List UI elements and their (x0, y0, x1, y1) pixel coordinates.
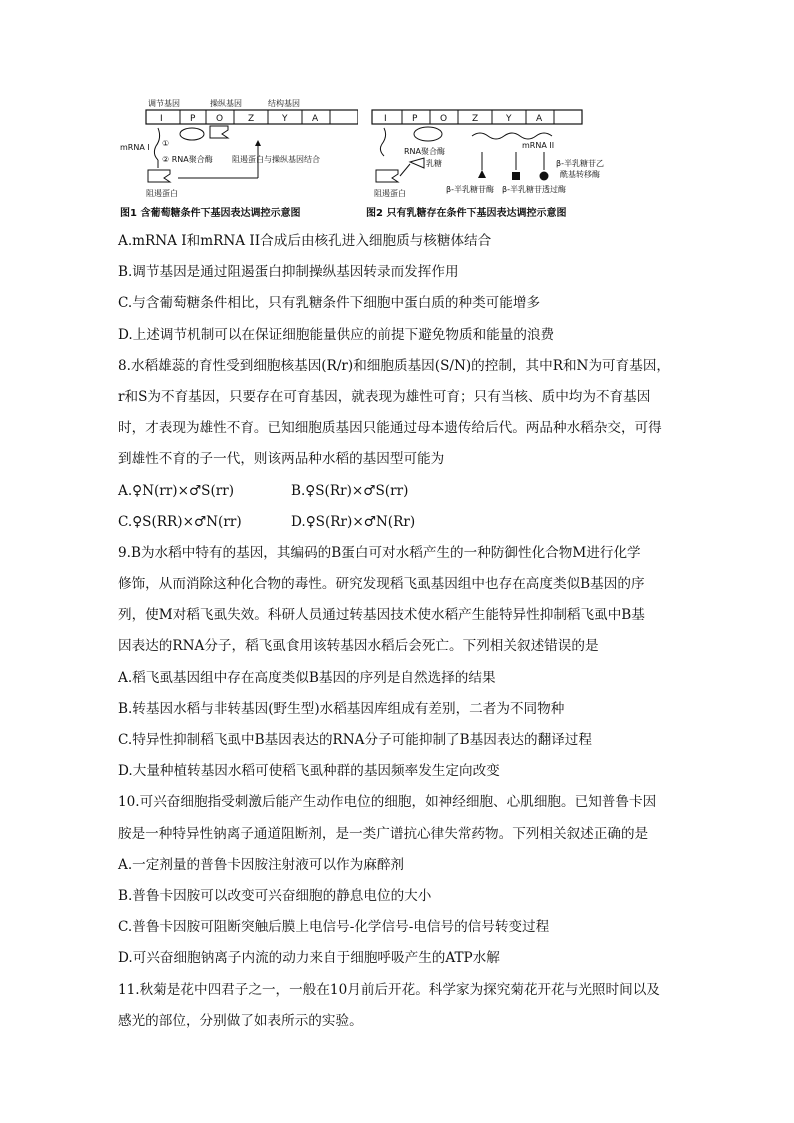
repressor-label-2: 阻遏蛋白 (374, 189, 406, 198)
q8-options-row-1 (118, 476, 680, 507)
repressor-shape-2 (376, 170, 398, 182)
step-1-label: ① (162, 139, 170, 148)
label-structural-gene: 结构基因 (268, 99, 300, 108)
gene-seg-p: P (190, 114, 196, 124)
lactose-label: 乳糖 (426, 159, 442, 168)
q9-option-a: A.稻飞虱基因组中存在高度类似B基因的序列是自然选择的结果 (118, 669, 496, 686)
q9-option-d: D.大量种植转基因水稻可使稻飞虱种群的基因频率发生定向改变 (118, 763, 500, 780)
q11-stem-line: 11.秋菊是花中四君子之一，一般在10月前后开花。科学家为探究菊花开花与光照时间以及 (118, 981, 660, 998)
rna-polymerase-shape (180, 128, 204, 140)
enzyme3-label-line2: 酰基转移酶 (560, 170, 600, 179)
lactose-shape (410, 158, 424, 168)
q10-option-d: D.可兴奋细胞钠离子内流的动力来自于细胞呼吸产生的ATP水解 (118, 950, 500, 967)
q9-option-b: B.转基因水稻与非转基因(野生型)水稻基因库组成有差别，二者为不同物种 (118, 700, 565, 717)
mrna-i-strand (154, 128, 159, 160)
q8-stem-line: 时，才表现为雄性不育。已知细胞质基因只能通过母本遗传给后代。两品种水稻杂交，可得 (118, 420, 662, 437)
q10-option-a: A.一定剂量的普鲁卡因胺注射液可以作为麻醉剂 (118, 856, 405, 873)
question-content (118, 226, 680, 1037)
mrna-ii-strand (472, 133, 552, 139)
gene2-seg-o: O (440, 114, 448, 124)
enzyme3-label-line1: β-半乳糖苷乙 (556, 159, 604, 168)
gene-seg-z: Z (248, 114, 255, 124)
enzyme2-square (512, 172, 520, 180)
step-2-label: ② RNA聚合酶 (162, 155, 213, 164)
figure-2-caption: 图2 只有乳糖存在条件下基因表达调控示意图 (366, 208, 567, 219)
q8-stem-line: 8.水稻雄蕊的育性受到细胞核基因(R/r)和细胞质基因(S/N)的控制，其中R和N为可育基因， (118, 357, 671, 374)
q7-option-b: B.调节基因是通过阻遏蛋白抑制操纵基因转录而发挥作用 (118, 264, 459, 281)
gene2-seg-a: A (536, 114, 543, 124)
mrna-ii-label: mRNA II (522, 141, 555, 150)
label-operator-gene: 操纵基因 (210, 99, 242, 108)
rna-polymerase-shape-2 (414, 127, 442, 141)
gene2-seg-y: Y (506, 114, 512, 124)
q8-option-a: A.♀N(rr)×♂S(rr) (118, 482, 235, 499)
mrna-i-strand-2 (380, 128, 385, 156)
enzyme2-label: β-半乳糖苷透过酶 (502, 185, 566, 194)
q8-stem-line: 到雄性不育的子一代，则该两品种水稻的基因型可能为 (118, 451, 445, 468)
figure-1-diagram (118, 96, 358, 202)
repressor-protein-shape (148, 170, 170, 182)
q9-stem-line: 9.B为水稻中特有的基因，其编码的B蛋白可对水稻产生的一种防御性化合物M进行化学 (118, 544, 641, 561)
q8-option-c: C.♀S(RR)×♂N(rr) (118, 513, 242, 530)
gene2-seg-p: P (412, 114, 418, 124)
q10-stem-line: 胺是一种特异性钠离子通道阻断剂，是一类广谱抗心律失常药物。下列相关叙述正确的是 (118, 825, 649, 842)
q7-option-a: A.mRNA I和mRNA II合成后由核孔进入细胞质与核糖体结合 (118, 233, 492, 249)
q10-stem-line: 10.可兴奋细胞指受刺激后能产生动作电位的细胞，如神经细胞、心肌细胞。已知普鲁卡因 (118, 794, 657, 811)
q8-stem-line: r和S为不育基因，只要存在可育基因，就表现为雄性可育；只有当核、质中均为不育基因 (118, 388, 651, 405)
q7-option-d: D.上述调节机制可以在保证细胞能量供应的前提下避免物质和能量的浪费 (118, 326, 555, 343)
mrna-i-label: mRNA I (120, 143, 150, 152)
q9-option-c: C.特异性抑制稻飞虱中B基因表达的RNA分子可能抑制了B基因表达的翻译过程 (118, 732, 592, 748)
q9-stem-line: 修饰，从而消除这种化合物的毒性。研究发现稻飞虱基因组中也存在高度类似B基因的序 (118, 576, 645, 593)
enzyme3-circle (540, 172, 549, 181)
q8-options-row-2 (118, 507, 680, 538)
figure-2-diagram (366, 96, 678, 202)
figure-row (118, 96, 678, 222)
q9-stem-line: 因表达的RNA分子，稻飞虱食用该转基因水稻后会死亡。下列相关叙述错误的是 (118, 638, 599, 655)
q10-option-b: B.普鲁卡因胺可以改变可兴奋细胞的静息电位的大小 (118, 887, 432, 904)
repressor-label: 阻遏蛋白 (146, 189, 178, 198)
enzyme1-label: β-半乳糖苷酶 (446, 185, 494, 194)
bound-repressor-shape (210, 126, 228, 138)
gene-seg-a: A (312, 114, 319, 124)
gene-seg-i: I (160, 114, 163, 124)
figure-2 (366, 96, 678, 222)
enzyme1-triangle (478, 170, 486, 178)
q8-option-d: D.♀S(Rr)×♂N(Rr) (291, 513, 416, 530)
rna-polymerase-label-2: RNA聚合酶 (404, 147, 446, 156)
label-regulatory-gene: 调节基因 (148, 99, 180, 108)
gene2-seg-i: I (384, 114, 387, 124)
q9-stem-line: 列，使M对稻飞虱失效。科研人员通过转基因技术使水稻产生能特异性抑制稻飞虱中B基 (118, 607, 645, 624)
figure-1-caption: 图1 含葡萄糖条件下基因表达调控示意图 (120, 208, 301, 219)
gene2-seg-z: Z (472, 114, 479, 124)
gene-seg-y: Y (282, 114, 288, 124)
gene-seg-o: O (216, 114, 224, 124)
figure-1 (118, 96, 358, 222)
q11-stem-line: 感光的部位，分别做了如表所示的实验。 (118, 1012, 363, 1029)
q10-option-c: C.普鲁卡因胺可阻断突触后膜上电信号-化学信号-电信号的信号转变过程 (118, 919, 550, 936)
binding-label: 阻遏蛋白与操纵基因结合 (232, 155, 320, 164)
q7-option-c: C.与含葡萄糖条件相比，只有乳糖条件下细胞中蛋白质的种类可能增多 (118, 295, 541, 312)
q8-option-b: B.♀S(Rr)×♂S(rr) (291, 482, 409, 499)
